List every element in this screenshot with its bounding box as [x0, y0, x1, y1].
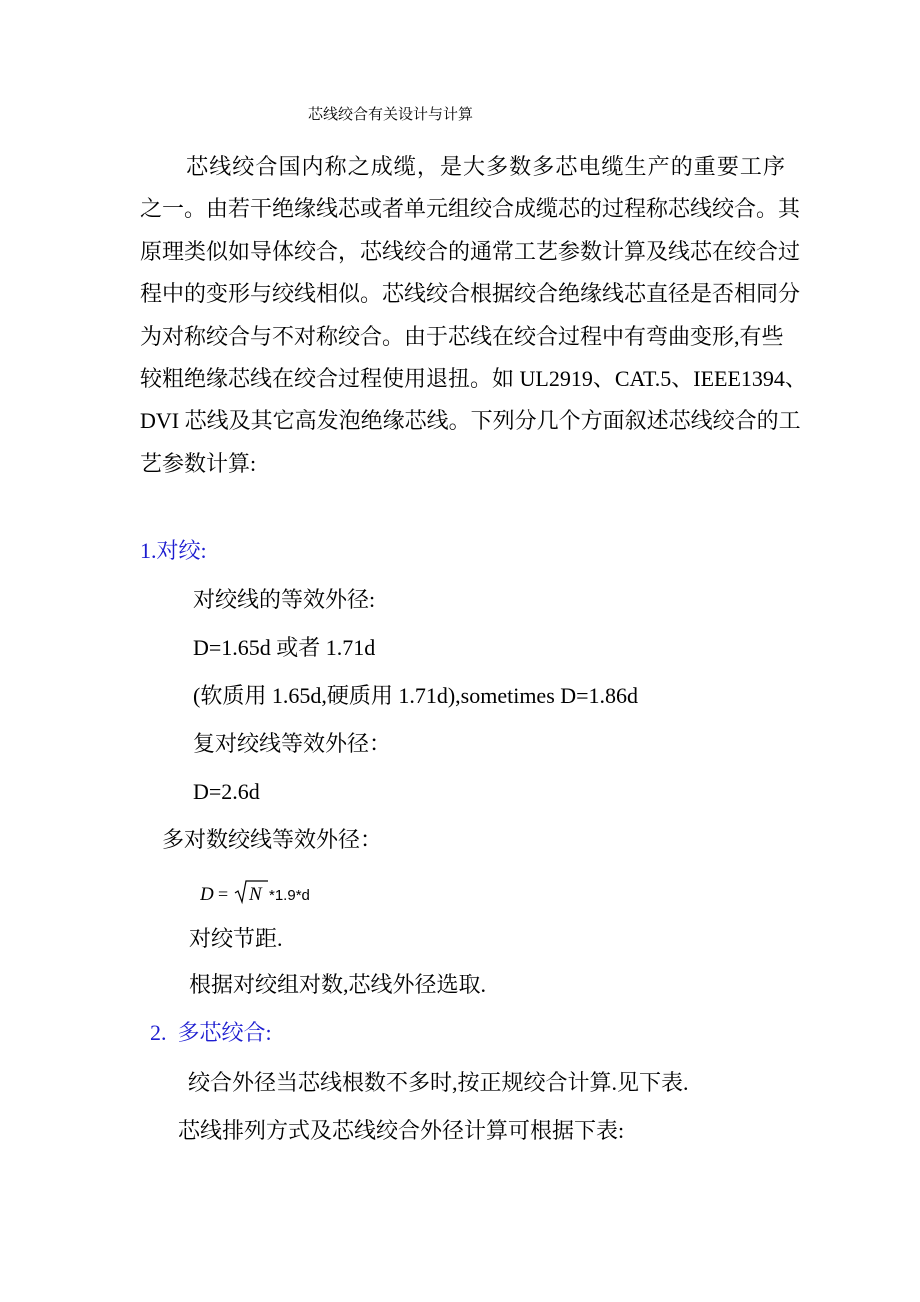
sqrt-formula-image: [200, 876, 330, 910]
section2-heading: 2. 多芯绞合:: [150, 1020, 272, 1045]
paragraph-line: 之一。由若干绝缘线芯或者单元组绞合成缆芯的过程称芯线绞合。其: [140, 196, 801, 222]
equivalent-diameter-label: 对绞线的等效外径:: [193, 587, 376, 612]
formula-rest: *1.9*d: [269, 887, 310, 904]
paragraph-line: 为对称绞合与不对称绞合。由于芯线在绞合过程中有弯曲变形,有些: [140, 323, 784, 349]
intro-paragraph: [140, 146, 807, 485]
formula-radicand: N: [249, 884, 262, 905]
section2-note-1: 绞合外径当芯线根数不多时,按正规绞合计算.见下表.: [188, 1070, 689, 1095]
equation-multi-pair: D=2.6d: [193, 779, 260, 804]
paragraph-line: 艺参数计算:: [140, 450, 257, 476]
multi-pair-label: 复对绞线等效外径：: [193, 731, 392, 756]
formula-lhs: D: [200, 884, 214, 905]
pitch-label: 对绞节距.: [189, 926, 283, 951]
formula-equals: =: [218, 884, 229, 904]
section1-heading: 1.对绞:: [140, 538, 207, 563]
document-title: 芯线绞合有关设计与计算: [308, 107, 474, 123]
paragraph-line: 较粗绝缘芯线在绞合过程使用退扭。如 UL2919、CAT.5、IEEE1394、: [140, 365, 807, 391]
equation-note: (软质用 1.65d,硬质用 1.71d),sometimes D=1.86d: [193, 683, 639, 708]
paragraph-line: DVI 芯线及其它高发泡绝缘芯线。下列分几个方面叙述芯线绞合的工: [140, 408, 801, 434]
equation-pair-diameter: D=1.65d 或者 1.71d: [193, 635, 376, 660]
section2-note-2: 芯线排列方式及芯线绞合外径计算可根据下表:: [178, 1118, 625, 1143]
paragraph-line: 原理类似如导体绞合，芯线绞合的通常工艺参数计算及线芯在绞合过: [140, 238, 801, 264]
pitch-note: 根据对绞组对数,芯线外径选取.: [189, 972, 487, 997]
paragraph-line: 芯线绞合国内称之成缆，是大多数多芯电缆生产的重要工序: [140, 154, 785, 179]
many-pair-label: 多对数绞线等效外径：: [162, 827, 383, 852]
paragraph-line: 程中的变形与绞线相似。芯线绞合根据绞合绝缘线芯直径是否相同分: [140, 281, 801, 307]
